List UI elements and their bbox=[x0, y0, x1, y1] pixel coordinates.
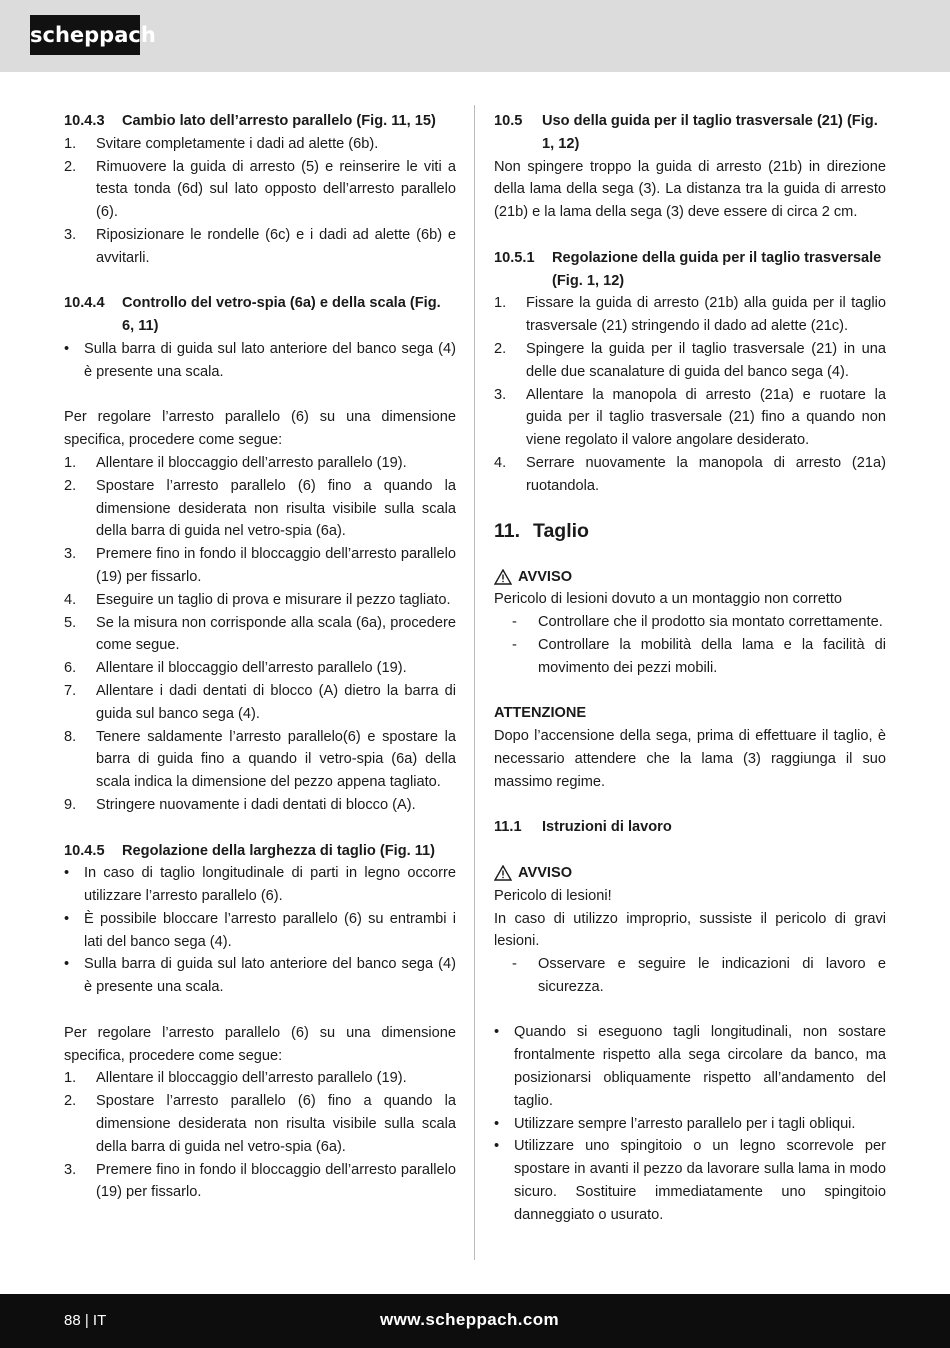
list-item: 2. Spostare l’arresto parallelo (6) fino a quando la dimensione desiderata non risulta visibile sulla scala della barra di guida nel vetro-spia (6a). bbox=[64, 1093, 456, 1155]
list-item: • È possibile bloccare l’arresto parallelo (6) su entrambi i lati del banco sega (4). bbox=[64, 910, 456, 950]
list-item: • Quando si eseguono tagli longitudinali, non sostare frontalmente rispetto alla sega circolare da banco, ma posizionarsi obliquamente rispetto all’andamento del taglio. bbox=[494, 1024, 886, 1109]
list-item: • Utilizzare uno spingitoio o un legno scorrevole per spostare in avanti il pezzo da lavorare sulla lama in modo sicuro. Sostituire immediatamente uno spingitoio danneggiato o usurato. bbox=[494, 1138, 886, 1223]
column-divider bbox=[474, 105, 475, 1260]
list-item: - Controllare che il prodotto sia montato correttamente. bbox=[512, 614, 883, 631]
section-heading-10-5-1: 10.5.1 Regolazione della guida per il taglio trasversale (Fig. 1, 12) bbox=[494, 249, 882, 289]
list-item: • Utilizzare sempre l’arresto parallelo per i tagli obliqui. bbox=[494, 1115, 856, 1132]
list-item: 4. Serrare nuovamente la manopola di arresto (21a) ruotandola. bbox=[494, 454, 886, 494]
list-item: 1. Svitare completamente i dadi ad alette (6b). bbox=[64, 135, 379, 152]
website-link[interactable]: www.scheppach.com bbox=[380, 1310, 560, 1329]
list-item: 7. Allentare i dadi dentati di blocco (A) dietro la barra di guida sul banco sega (4). bbox=[64, 682, 456, 722]
paragraph: Per regolare l’arresto parallelo (6) su una dimensione specifica, procedere come segue: bbox=[64, 409, 456, 449]
list-item: - Controllare la mobilità della lama e la facilità di movimento dei pezzi mobili. bbox=[512, 636, 886, 676]
footer-bar bbox=[0, 1294, 950, 1348]
list-item: 2. Spostare l’arresto parallelo (6) fino a quando la dimensione desiderata non risulta visibile sulla scala della barra di guida nel vetro-spia (6a). bbox=[64, 477, 456, 540]
list-item: - Osservare e seguire le indicazioni di lavoro e sicurezza. bbox=[512, 956, 886, 995]
paragraph: Pericolo di lesioni! bbox=[494, 887, 612, 904]
section-heading-10-4-3: 10.4.3 Cambio lato dell’arresto parallelo (Fig. 11, 15) bbox=[64, 113, 436, 129]
paragraph: Per regolare l’arresto parallelo (6) su una dimensione specifica, procedere come segue: bbox=[64, 1024, 456, 1064]
list-item: 6. Allentare il bloccaggio dell’arresto parallelo (19). bbox=[64, 660, 407, 677]
list-item: 9. Stringere nuovamente i dadi dentati di blocco (A). bbox=[64, 796, 416, 813]
header-bar bbox=[0, 0, 950, 72]
warning-label: AVVISO bbox=[494, 862, 886, 885]
warning-label: AVVISO bbox=[494, 566, 886, 589]
list-item: • Sulla barra di guida sul lato anteriore del banco sega (4) è presente una scala. bbox=[64, 340, 456, 380]
list-item: • Sulla barra di guida sul lato anteriore del banco sega (4) è presente una scala. bbox=[64, 956, 456, 996]
list-item: 1. Allentare il bloccaggio dell’arresto parallelo (19). bbox=[64, 454, 407, 471]
list-item: 3. Premere fino in fondo il bloccaggio dell’arresto parallelo (19) per fissarlo. bbox=[64, 546, 456, 585]
scheppach-logo: scheppach bbox=[30, 15, 140, 55]
page-number: 88 | IT bbox=[64, 1312, 107, 1329]
list-item: 2. Rimuovere la guida di arresto (5) e reinserire le viti a testa tonda (6d) sul lato opposto dell’arresto parallelo (6). bbox=[64, 158, 456, 221]
section-heading-10-4-5: 10.4.5 Regolazione della larghezza di taglio (Fig. 11) bbox=[64, 842, 436, 859]
list-item: 5. Se la misura non corrisponde alla scala (6a), procedere come segue. bbox=[64, 614, 456, 654]
list-item: • In caso di taglio longitudinale di parti in legno occorre utilizzare l’arresto parallelo (6). bbox=[64, 865, 456, 905]
section-heading-10-5: 10.5 Uso della guida per il taglio trasversale (21) (Fig. 1, 12) bbox=[494, 113, 878, 152]
list-item: 3. Allentare la manopola di arresto (21a) e ruotare la guida per il taglio trasversale (21) fino a quando non viene regolato il valore angolare desiderato. bbox=[494, 386, 886, 449]
right-column bbox=[494, 110, 886, 1227]
attention-label: ATTENZIONE bbox=[494, 705, 587, 722]
section-heading-10-4-4: 10.4.4 Controllo del vetro-spia (6a) e della scala (Fig. 6, 11) bbox=[64, 295, 441, 335]
paragraph: Dopo l’accensione della sega, prima di effettuare il taglio, è necessario attendere che la lama (3) raggiunga il suo massimo regime. bbox=[494, 728, 886, 790]
warning-triangle-icon bbox=[494, 865, 512, 881]
warning-triangle-icon bbox=[494, 569, 512, 585]
list-item: 8. Tenere saldamente l’arresto parallelo(6) e spostare la barra di guida fino a quando il vetro-spia (6a) della scala indica la dimensione del pezzo appena tagliato. bbox=[64, 728, 456, 791]
list-item: 3. Riposizionare le rondelle (6c) e i dadi ad alette (6b) e avvitarli. bbox=[64, 226, 456, 266]
paragraph: Non spingere troppo la guida di arresto (21b) in direzione della lama della sega (3). La distanza tra la guida di arresto (21b) e la lama della sega (3) deve essere di circa 2 cm. bbox=[494, 158, 886, 221]
section-heading-11-1: 11.1 Istruzioni di lavoro bbox=[494, 819, 672, 836]
paragraph: Pericolo di lesioni dovuto a un montaggio non corretto bbox=[494, 591, 843, 608]
list-item: 1. Allentare il bloccaggio dell’arresto parallelo (19). bbox=[64, 1070, 407, 1087]
list-item: 3. Premere fino in fondo il bloccaggio dell’arresto parallelo (19) per fissarlo. bbox=[64, 1161, 456, 1201]
paragraph: In caso di utilizzo improprio, sussiste il pericolo di gravi lesioni. bbox=[494, 910, 886, 950]
list-item: 4. Eseguire un taglio di prova e misurare il pezzo tagliato. bbox=[64, 591, 451, 608]
list-item: 1. Fissare la guida di arresto (21b) alla guida per il taglio trasversale (21) stringendo il dado ad alette (21c). bbox=[494, 295, 886, 335]
left-column bbox=[64, 110, 456, 1204]
chapter-heading-11: 11. Taglio bbox=[494, 519, 589, 542]
list-item: 2. Spingere la guida per il taglio trasversale (21) in una delle due scanalature di guida del banco sega (4). bbox=[494, 340, 886, 380]
